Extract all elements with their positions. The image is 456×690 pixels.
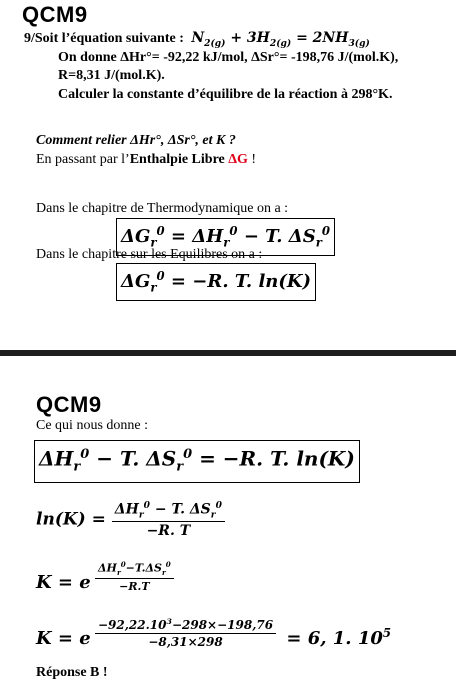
k2-exponent-numerator: $-92,22.10^3-298\times-198,76$ bbox=[95, 617, 276, 634]
question-ask: Calculer la constante d’équilibre de la réaction à 298°K. bbox=[58, 87, 393, 102]
hint-answer-prefix: En passant par l’ bbox=[36, 152, 130, 167]
k2-exponent-denominator: −8,31×298 bbox=[148, 635, 223, 649]
ln-lhs: ln(K) = bbox=[36, 509, 106, 530]
equil-intro: Dans le chapitre sur les Equilibres on a : bbox=[36, 247, 263, 262]
slide2-intro: Ce qui nous donne : bbox=[36, 418, 148, 433]
hint-answer-red: ΔG bbox=[228, 152, 248, 167]
slide1-title: QCM9 bbox=[22, 2, 88, 27]
equil-formula-box: $\Delta G_r^0 = -R$. T. ln(K) bbox=[116, 263, 316, 301]
main-formula-box: $\Delta H_r^0 - T$. $\Delta S_r^0 = -R$. T. ln(K) bbox=[34, 440, 360, 483]
question-prefix: 9/Soit l’équation suivante : bbox=[24, 31, 184, 46]
ln-fraction bbox=[112, 500, 225, 539]
k-exp-formula bbox=[36, 560, 174, 593]
k-exponent-numerator: $\Delta H_r^0-T.\Delta S_r^0$ bbox=[95, 560, 174, 579]
k2-exponent-fraction bbox=[95, 617, 276, 649]
k2-result: = 6, 1. $10^5$ bbox=[286, 626, 392, 649]
ln-numerator: $\Delta H_r^0 - T$. $\Delta S_r^0$ bbox=[112, 500, 225, 522]
thermo-formula-box: $\Delta G_r^0 = \Delta H_r^0 - T$. $\Delta S_r^0$ bbox=[116, 218, 335, 256]
k-exponent-fraction bbox=[95, 560, 174, 593]
hint-answer-bold: Enthalpie Libre bbox=[129, 152, 225, 167]
given-line-1: On donne ΔHr°= -92,22 kJ/mol, ΔSr°= -198,76 J/(mol.K), bbox=[58, 50, 399, 65]
k-exponent-denominator: −R.T bbox=[119, 579, 150, 593]
slide-separator bbox=[0, 350, 456, 356]
reaction-equation: $N_{2(g)} + 3H_{2(g)} = 2NH_{3(g)}$ bbox=[191, 30, 370, 49]
thermo-intro: Dans le chapitre de Thermodynamique on a : bbox=[36, 201, 289, 216]
k-lhs: K = e bbox=[36, 571, 91, 593]
ln-formula bbox=[36, 500, 225, 539]
answer: Réponse B ! bbox=[36, 665, 108, 680]
ln-denominator: −R. T bbox=[146, 523, 191, 540]
given-line-2: R=8,31 J/(mol.K). bbox=[58, 68, 165, 83]
slide2-title: QCM9 bbox=[36, 392, 102, 417]
hint-answer-suffix: ! bbox=[247, 152, 257, 167]
k-numeric-formula bbox=[36, 617, 391, 649]
hint-question: Comment relier ΔHr°, ΔSr°, et K ? bbox=[36, 133, 236, 148]
k2-lhs: K = e bbox=[36, 628, 91, 649]
question-line bbox=[24, 30, 370, 49]
hint-answer bbox=[36, 152, 256, 168]
